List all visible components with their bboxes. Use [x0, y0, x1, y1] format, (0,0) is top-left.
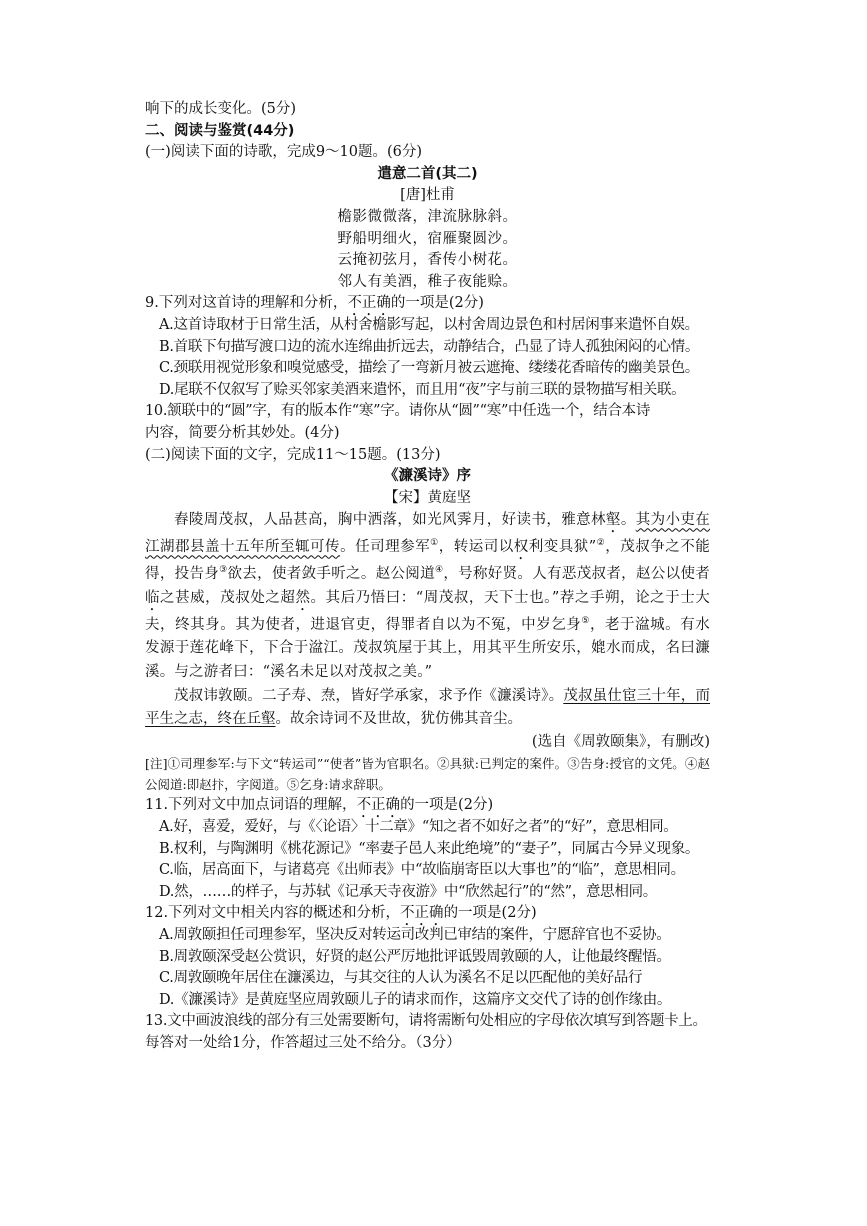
dotted-word: 壑 [605, 512, 621, 529]
poem-title: 遣意二首(其二) [377, 165, 478, 182]
question-9-stem: 9.下列对这首诗的理解和分析，不正确的一项是(2分) [145, 295, 484, 312]
question-12-option: D.《濂溪诗》是黄庭坚应周敦颐儿子的请求而作，这篇序文交代了诗的创作缘由。 [159, 991, 672, 1008]
question-11-option: A.好，喜爱，爱好，与《〈论语〉十二章》“知之者不如好之者”的“好”，意思相同。 [159, 819, 678, 836]
question-12-option: B.周敦颐深受赵公赏识，好贤的赵公严厉地批评诋毁周敦颐的人，让他最终醒悟。 [159, 948, 671, 965]
exam-page [145, 99, 710, 1055]
section-title: 二、阅读与鉴赏(44分) [145, 122, 295, 139]
note-marker: ① [430, 538, 439, 549]
underlined-sentence: 茂叔虽仕宦三十年，而平生之志，终在丘壑 [145, 687, 710, 728]
annotation-note: [注]①司理参军:与下文“转运司”“使者”皆为官职名。②具狱:已判定的案件。③告身:授官的文凭。④赵公阅道:即赵抃，字阅道。⑤乞身:请求辞职。 [145, 756, 710, 793]
question-9-option: C.颈联用视觉形象和嗅觉感受，描绘了一弯新月被云遮掩、缕缕花香暗传的幽美景色。 [159, 360, 699, 377]
question-11-option: C.临，居高面下，与诸葛亮《出师表》中“故临崩寄臣以大事也”的“临”，意思相同。 [159, 862, 685, 879]
dotted-word: 然 [295, 589, 311, 606]
prose-paragraph-1: 舂陵周茂叔，人品甚高，胸中洒落，如光风霁月，好读书，雅意林壑。其为小吏在江湖郡县盖十五年所至辄可传。任司理参军①，转运司以权利变具狱”②，茂叔争之不能得，投告身③欲去，使者敛手听之。赵公阅道④，号称好贤。人有恶茂叔者，赵公以使者临之甚威，茂叔处之超然。其后乃悟曰：“周茂叔，天下士也。”荐之手朔，论之于士大夫，终其身。其为使者，进退官吏，得罪者自以为不冤，中岁乞身⑤，老于湓城。有水发源于莲花峰下，下合于湓江。茂叔筑屋于其上，用其平生所安乐，媲水而成，名曰濂溪。与之游者曰：“溪名未足以对茂叔之美。” [145, 512, 711, 681]
question-9-option: A.这首诗取材于日常生活，从村舍檐影写起，以村舍周边景色和村居闲事来遣怀自娱。 [159, 316, 699, 333]
source-citation: (选自《周敦颐集》，有删改) [531, 733, 710, 750]
note-marker: ③ [219, 565, 228, 576]
question-13-line: 13.文中画波浪线的部分有三处需要断句，请将需断句处相应的字母依次填写到答题卡上。 [145, 1013, 707, 1030]
prose-author: 【宋】黄庭坚 [384, 489, 471, 506]
question-12-option: C.周敦颐晚年居住在濂溪边，与其交往的人认为溪名不足以匹配他的美好品行 [159, 970, 643, 987]
dotted-word: 临 [145, 589, 161, 606]
emphasis-text: 不正确 [347, 295, 391, 312]
question-11-stem: 11.下列对文中加点词语的理解，不正确的一项是(2分) [145, 797, 494, 814]
part2-instruction: (二)阅读下面的文字，完成11～15题。(13分) [145, 446, 441, 463]
wavy-underline-text: 其为小吏在江湖郡县盖十五年所至辄可传 [145, 512, 711, 556]
poem-line: 野船明细火，宿雁聚圆沙。 [337, 230, 518, 247]
question-9-option: D.尾联不仅叙写了赊买邻家美酒来遣怀，而且用“夜”字与前三联的景物描写相关联。 [159, 381, 686, 398]
note-marker: ⑤ [581, 616, 590, 627]
question-12-stem: 12.下列对文中相关内容的概述和分析，不正确的一项是(2分) [145, 905, 537, 922]
intro-line: 响下的成长变化。(5分) [145, 101, 297, 117]
note-marker: ② [596, 538, 606, 549]
poem-line: 邻人有美酒，稚子夜能赊。 [337, 273, 518, 290]
part1-instruction: (一)阅读下面的诗歌，完成9～10题。(6分) [145, 144, 423, 161]
poem-line: 云掩初弦月，香传小树花。 [337, 252, 518, 269]
note-marker: ④ [434, 565, 444, 576]
poem-line: 檐影微微落，津流脉脉斜。 [337, 208, 518, 225]
question-10-line: 内容，简要分析其妙处。(4分) [145, 424, 340, 441]
question-10-line: 10.颔联中的“圆”字，有的版本作“寒”字。请你从“圆”“寒”中任选一个，结合本诗 [145, 403, 651, 420]
dotted-word: 权 [513, 539, 529, 556]
emphasis-text: 不正确 [356, 797, 401, 814]
question-11-option: D.然，……的样子，与苏轼《记承天寺夜游》中“欣然起行”的“然”，意思相同。 [159, 883, 657, 900]
prose-title: 《濂溪诗》序 [384, 468, 471, 485]
question-11-option: B.权利，与陶渊明《桃花源记》“率妻子邑人来此绝境”的“妻子”，同属古今异义现象。 [159, 840, 700, 857]
emphasis-text: 不正确 [400, 905, 444, 922]
question-9-option: B.首联下句描写渡口边的流水连绵曲折远去，动静结合，凸显了诗人孤独闲闷的心情。 [159, 338, 700, 355]
question-12-option: A.周敦颐担任司理参军，坚决反对转运司改判已审结的案件，宁愿辞官也不妥协。 [159, 927, 671, 943]
question-13-line: 每答对一处给1分，作答超过三处不给分。（3分） [145, 1034, 461, 1051]
prose-paragraph-2: 茂叔讳敦颐。二子寿、焘，皆好学承家，求予作《濂溪诗》。茂叔虽仕宦三十年，而平生之志，终在丘壑。故余诗词不及世故，犹仿佛其音尘。 [145, 687, 710, 728]
poem-author: [唐]杜甫 [400, 187, 455, 204]
